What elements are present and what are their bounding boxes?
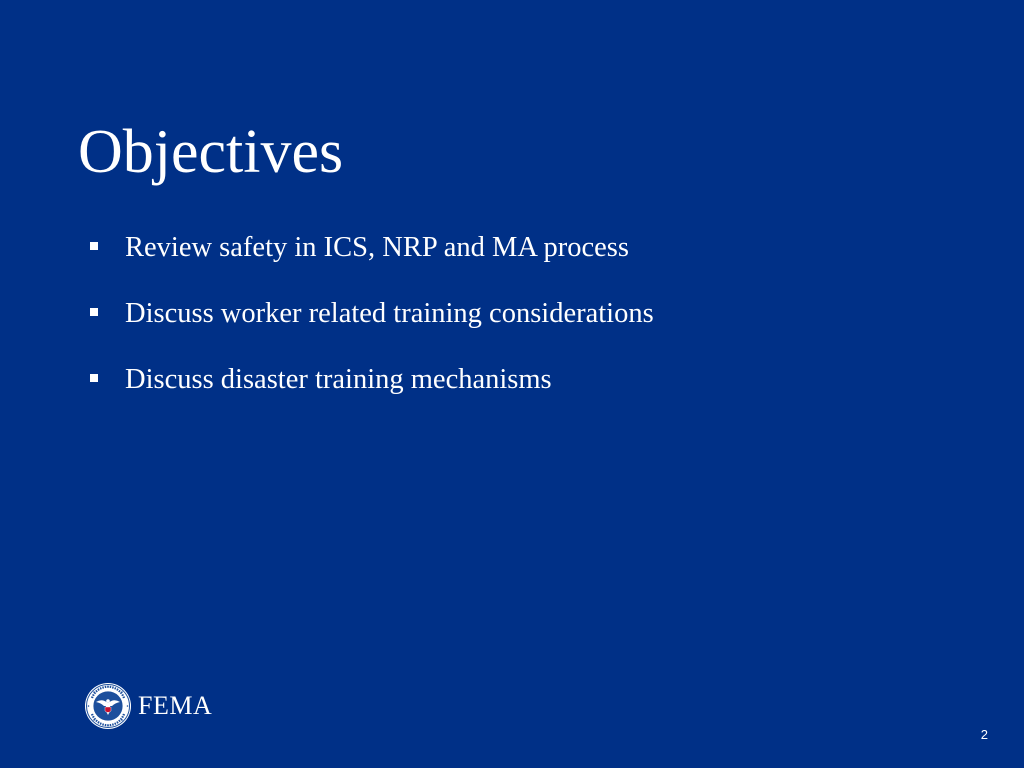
bullet-text: Discuss worker related training considerations [125, 298, 654, 329]
square-bullet-icon [90, 374, 98, 382]
fema-logo [84, 682, 212, 730]
square-bullet-icon [90, 308, 98, 316]
bullet-text: Discuss disaster training mechanisms [125, 364, 552, 395]
dhs-seal-icon [84, 682, 132, 730]
bullet-list [88, 230, 654, 428]
bullet-item [88, 230, 654, 296]
bullet-item [88, 362, 654, 428]
fema-label: FEMA [138, 691, 213, 720]
page-number: 2 [980, 727, 988, 742]
slide-title: Objectives [78, 118, 344, 186]
square-bullet-icon [90, 242, 98, 250]
bullet-item [88, 296, 654, 362]
bullet-text: Review safety in ICS, NRP and MA process [125, 232, 629, 263]
